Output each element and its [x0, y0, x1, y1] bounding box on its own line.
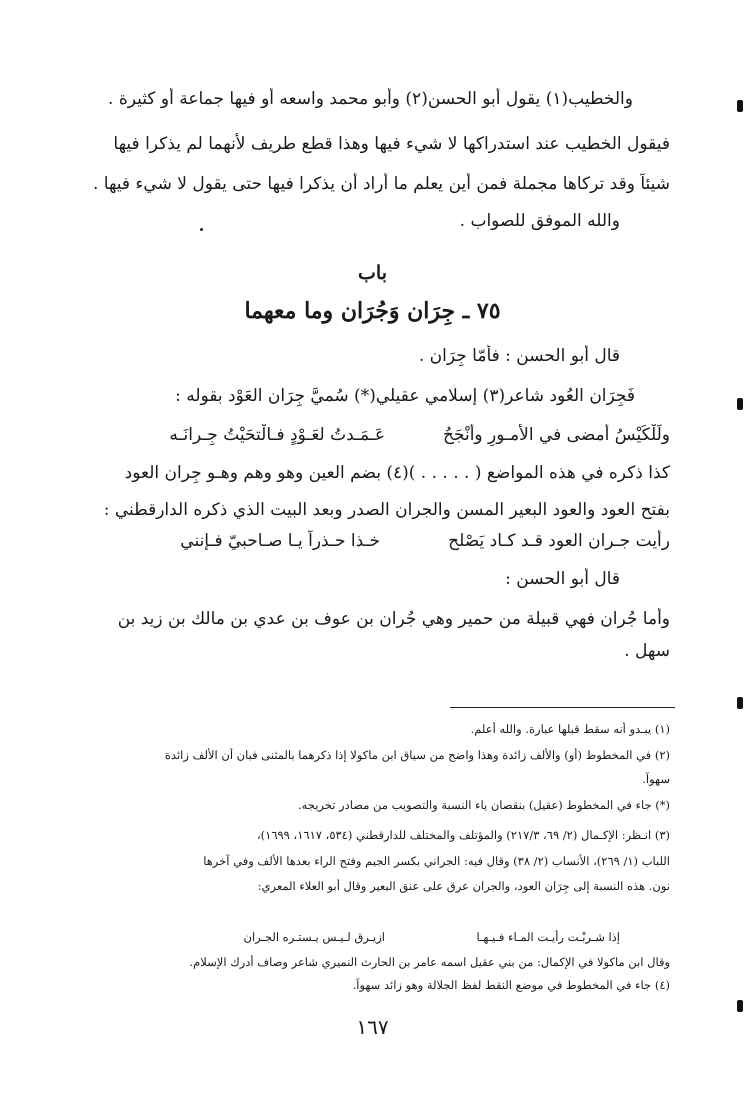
text-line: كذا ذكره في هذه المواضع ( . . . . . )(٤) بضم العين وهو وهم وهـو جِران العود: [124, 463, 670, 483]
page-number: ١٦٧: [356, 1015, 389, 1039]
edge-mark: [737, 1000, 743, 1012]
verse-hemistich-left: ولَلْكَيْسُ أمضى في الأمـورِ وأَنْجَحُ: [443, 425, 670, 445]
footnote-line: اللباب (١/ ٢٦٩)، الأنساب (٢/ ٣٨) وقال فيه: الجراني بكسر الجيم وفتح الراء بعدها الألف وفي آخرها: [203, 854, 670, 868]
footnote-line: نون. هذه النسبة إلى جِرَان العود، والجران عرق على عنق البعير وقال أبو العلاء المعري:: [257, 879, 670, 893]
text-line: والله الموفق للصواب .: [459, 211, 620, 231]
text-line: فَجِرَان العُود شاعر(٣) إسلامي عقيلي(*) سُميَّ جِرَان العَوْد بقوله :: [175, 386, 635, 406]
text-line: بفتح العود والعود البعير المسن والجران الصدر وبعد البيت الذي ذكره الدارقطني :: [103, 500, 670, 520]
footnote-verse-left: ازيـرق لـيـس يـستـره الجـران: [243, 930, 385, 944]
footnote-line: (*) جاء في المخطوط (عقيل) بنقصان ياء النسبة والتصويب من مصادر تخريجه.: [297, 798, 670, 812]
section-title: ٧٥ ـ جِرَان وَجُرَان وما معهما: [244, 298, 501, 324]
text-line: قال أبو الحسن :: [505, 569, 620, 589]
footnote-separator: [450, 707, 675, 708]
stray-mark: [200, 228, 203, 231]
text-line: قال أبو الحسن : فأمّا جِرَان .: [418, 346, 620, 366]
verse-hemistich-left: رأيت جـران العود قـد كـاد يَصْلح: [448, 531, 670, 551]
footnote-line: وقال ابن ماكولا في الإكمال: من بني عقيل اسمه عامر بن الحارث النميري شاعر وصاف أدرك الإسلام.: [189, 955, 670, 969]
text-line: سهل .: [624, 641, 670, 661]
edge-mark: [737, 697, 743, 709]
footnote-line: سهواً.: [642, 772, 670, 786]
text-line: فيقول الخطيب عند استدراكها لا شيء فيها وهذا قطع طريف لأنهما لم يذكرا فيها: [113, 134, 670, 154]
footnote-line: (١) يبـدو أنه سقط قبلها عبارة. والله أعلم.: [470, 722, 670, 736]
text-line: شيئاً وقد تركاها مجملة فمن أين يعلم ما أراد أن يذكرا فيها حتى يقول لا شيء فيها .: [92, 174, 670, 194]
section-label: باب: [358, 262, 387, 284]
verse-hemistich-right: خـذا حـذراً يـا صـاحبيّ فـإنني: [180, 531, 380, 551]
edge-mark: [737, 100, 743, 112]
footnote-line: (٣) انـظر: الإكـمال (٢/ ٦٩، ٢١٧/٣) والمؤتلف والمختلف للدارقطني (٥٣٤، ١٦١٧، ١٦٩٩)،: [256, 828, 670, 842]
text-line: والخطيب(١) يقول أبو الحسن(٢) وأبو محمد واسعه أو فيها جماعة أو كثيرة .: [108, 89, 633, 109]
edge-mark: [737, 398, 743, 410]
footnote-line: (٢) في المخطوط (أو) والألف زائدة وهذا واضح من سياق ابن ماكولا إذا ذكرهما بالمثنى فبان أن الألف زائدة: [164, 748, 670, 762]
footnote-line: (٤) جاء في المخطوط في موضع النقط لفظ الجلالة وهو زائد سهواً.: [352, 978, 670, 992]
verse-hemistich-right: عَـمَـدتُ لعَـوْدٍ فـالْتحَيْتُ جِـرانَـه: [169, 425, 385, 445]
footnote-verse-right: إذا شـربْـت رأيـت المـاء فـيـهـا: [476, 930, 620, 944]
text-line: وأما جُران فهي قبيلة من حمير وهي جُران بن عوف بن عدي بن مالك بن زيد بن: [117, 609, 670, 629]
